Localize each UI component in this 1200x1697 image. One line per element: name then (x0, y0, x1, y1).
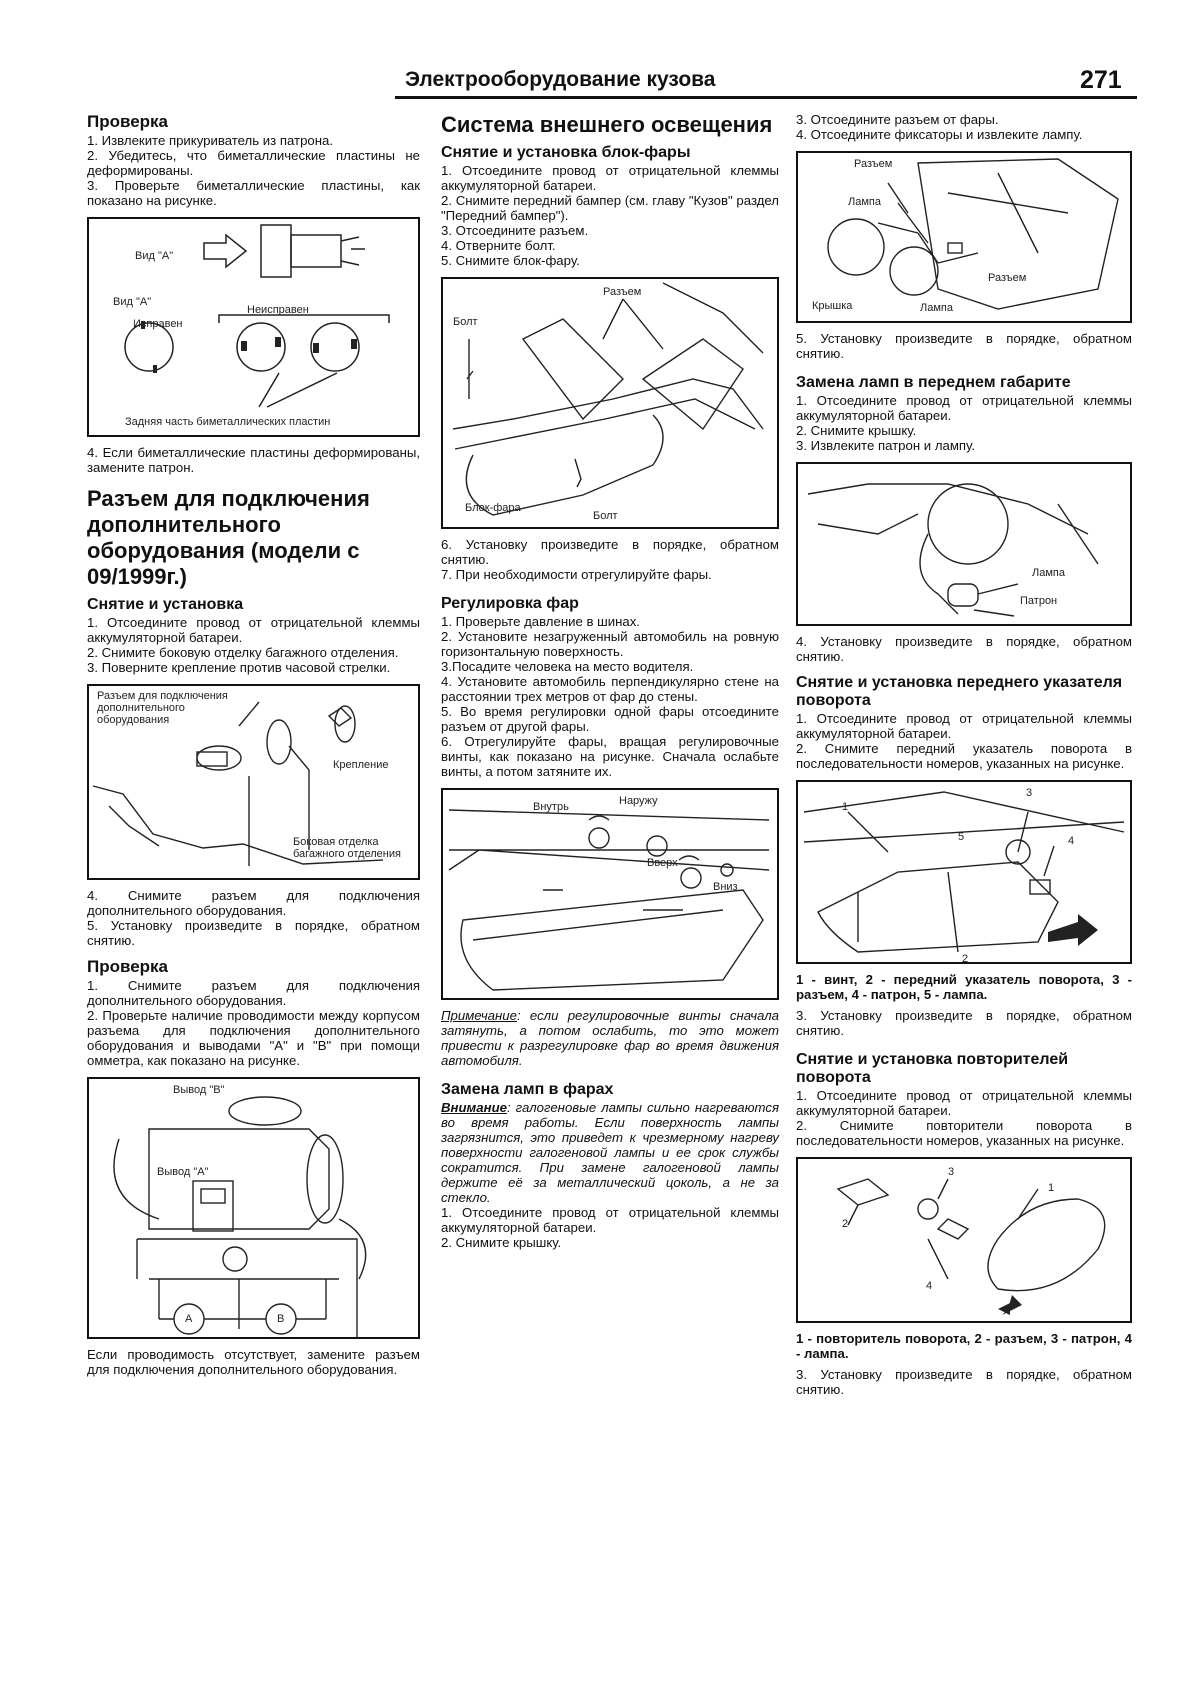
paragraph: 1. Отсоедините провод от отрицательной клеммы аккумуляторной батареи. (87, 615, 420, 645)
section-heading-headlamp-bulbs: Замена ламп в фарах (441, 1081, 614, 1098)
column-left (87, 112, 420, 1377)
figure-label: Наружу (619, 795, 658, 807)
paragraph: 1. Извлеките прикуриватель из патрона. (87, 133, 334, 148)
figure-label: Разъем (603, 286, 642, 298)
figure-label: 1 (842, 801, 849, 813)
figure-label: Вывод "А" (157, 1166, 209, 1178)
paragraph: 7. При необходимости отрегулируйте фары. (441, 567, 712, 582)
figure-label: B (277, 1313, 285, 1325)
figure-label: Лампа (1032, 567, 1065, 579)
paragraph: 5. Во время регулировки одной фары отсоедините разъем от другой фары. (441, 704, 779, 734)
section-heading-check-2: Проверка (87, 957, 169, 976)
figure-label: Вниз (713, 881, 738, 893)
paragraph: 1. Отсоедините провод от отрицательной клеммы аккумуляторной батареи. (796, 1088, 1132, 1118)
header-rule (395, 96, 1137, 99)
paragraph: 4. Установку произведите в порядке, обратном снятию. (796, 634, 1132, 664)
paragraph: 4. Снимите разъем для подключения дополнительного оборудования. (87, 888, 420, 918)
paragraph: 3.Посадите человека на место водителя. (441, 659, 694, 674)
figure-label: Разъем (854, 158, 893, 170)
paragraph: 5. Установку произведите в порядке, обратном снятию. (87, 918, 420, 948)
figure-label: A (185, 1313, 193, 1325)
paragraph: 3. Отсоедините разъем от фары. (796, 112, 999, 127)
figure-label: Вверх (647, 857, 678, 869)
figure-label: 4 (926, 1280, 933, 1292)
paragraph: 1. Отсоедините провод от отрицательной клеммы аккумуляторной батареи. (796, 393, 1132, 423)
figure-label: 2 (842, 1218, 849, 1230)
paragraph: 1. Отсоедините провод от отрицательной клеммы аккумуляторной батареи. (441, 163, 779, 193)
paragraph: 2. Снимите крышку. (796, 423, 917, 438)
paragraph: 1. Снимите разъем для подключения дополнительного оборудования. (87, 978, 420, 1008)
headlamp-bulb-illustration (798, 153, 1130, 321)
paragraph: 4. Если биметаллические пластины деформированы, замените патрон. (87, 445, 420, 475)
figure-label: 4 (1068, 835, 1075, 847)
figure-label: 3 (1026, 787, 1033, 799)
figure-label: Болт (593, 510, 618, 522)
subheading-removal: Снятие и установка (87, 596, 244, 613)
figure-label: 1 (1048, 1182, 1055, 1194)
figure-label: 3 (948, 1166, 955, 1178)
figure-caption: 1 - повторитель поворота, 2 - разъем, 3 - патрон, 4 - лампа. (796, 1331, 1132, 1361)
paragraph: 3. Установку произведите в порядке, обратном снятию. (796, 1008, 1132, 1038)
figure-label: Разъем (988, 272, 1027, 284)
paragraph: 4. Установите автомобиль перпендикулярно стене на расстоянии трех метров от фар до стены. (441, 674, 779, 704)
paragraph: 2. Снимите передний указатель поворота в последовательности номеров, указанных на рисунке. (796, 741, 1132, 771)
figure-label: Блок-фара (465, 502, 521, 514)
figure-side-repeater (796, 1157, 1132, 1323)
figure-label: Исправен (133, 318, 183, 330)
figure-accessory-connector (87, 684, 420, 880)
warning-label: Внимание (441, 1100, 507, 1115)
figure-headlamp-bulb (796, 151, 1132, 323)
paragraph: 5. Установку произведите в порядке, обратном снятию. (796, 331, 1132, 361)
figure-bimetal-plates (87, 217, 420, 437)
note-text: : если регулировочные винты сначала затянуть, а потом ослабить, то это может привести к разрегулировке фар во время движения автомобиля. (441, 1008, 779, 1068)
paragraph: 6. Отрегулируйте фары, вращая регулировочные винты, как показано на рисунке. Сначала ослабьте винты, а потом затяните их. (441, 734, 779, 779)
figure-label: Лампа (920, 302, 953, 314)
column-right (796, 112, 1132, 1397)
paragraph: 3. Проверьте биметаллические пластины, как показано на рисунке. (87, 178, 420, 208)
paragraph: 2. Снимите передний бампер (см. главу "Кузов" раздел "Передний бампер"). (441, 193, 779, 223)
figure-label: Крепление (333, 759, 389, 771)
section-heading-exterior-lighting: Система внешнего освещения (441, 112, 773, 137)
figure-label: Болт (453, 316, 478, 328)
paragraph: 4. Отверните болт. (441, 238, 556, 253)
paragraph: 3. Отсоедините разъем. (441, 223, 589, 238)
paragraph: 2. Установите незагруженный автомобиль на ровную горизонтальную поверхность. (441, 629, 779, 659)
figure-adjust-screws (441, 788, 779, 1000)
paragraph: 3. Поверните крепление против часовой стрелки. (87, 660, 391, 675)
figure-headlight-unit (441, 277, 779, 529)
paragraph: 5. Снимите блок-фару. (441, 253, 580, 268)
figure-label: Патрон (1020, 595, 1058, 607)
paragraph: 3. Извлеките патрон и лампу. (796, 438, 975, 453)
warning-text: : галогеновые лампы сильно нагреваются во время работы. Если поверхность лампы загрязнится, это приведет к чрезмерному нагреву поверхности галогеновой лампы и ее срок службы сократится. При замене галогеновой лампы держите её за металлический цоколь, а не за стекло. (441, 1100, 779, 1205)
figure-label: Разъем для подключения дополнительного оборудования (97, 690, 228, 726)
figure-label: Вывод "В" (173, 1084, 225, 1096)
paragraph: 2. Снимите крышку. (441, 1235, 562, 1250)
note (441, 1008, 779, 1068)
figure-parking-lamp (796, 462, 1132, 626)
figure-label: 2 (962, 953, 969, 965)
paragraph: 2. Убедитесь, что биметаллические пластины не деформированы. (87, 148, 420, 178)
paragraph: 1. Проверьте давление в шинах. (441, 614, 640, 629)
figure-ohmmeter-check (87, 1077, 420, 1339)
paragraph: 2. Снимите повторители поворота в последовательности номеров, указанных на рисунке. (796, 1118, 1132, 1148)
headlight-illustration (443, 279, 777, 527)
paragraph: 2. Снимите боковую отделку багажного отделения. (87, 645, 399, 660)
note-label: Примечание (441, 1008, 517, 1023)
section-heading-check: Проверка (87, 112, 169, 131)
section-heading-parking-lamp: Замена ламп в переднем габарите (796, 374, 1071, 391)
column-middle (441, 112, 779, 1250)
figure-label: Задняя часть биметаллических пластин (125, 416, 331, 428)
figure-label: Крышка (812, 300, 853, 312)
figure-label: Боковая отделка багажного отделения (293, 836, 401, 860)
side-repeater-illustration (798, 1159, 1130, 1321)
figure-caption: 1 - винт, 2 - передний указатель поворота, 3 - разъем, 4 - патрон, 5 - лампа. (796, 972, 1132, 1002)
parking-lamp-illustration (798, 464, 1130, 624)
paragraph: 1. Отсоедините провод от отрицательной клеммы аккумуляторной батареи. (441, 1205, 779, 1235)
paragraph: 2. Проверьте наличие проводимости между корпусом разъема для подключения дополнительного оборудования и выводами "А" и "В" при помощи омметра, как показано на рисунке. (87, 1008, 420, 1068)
figure-label: Лампа (848, 196, 881, 208)
figure-label: Вид "А" (135, 250, 174, 262)
section-heading-front-turn-signal: Снятие и установка переднего указателя поворота (796, 674, 1123, 709)
figure-label: Внутрь (533, 801, 569, 813)
paragraph: Если проводимость отсутствует, замените разъем для подключения дополнительного оборудования. (87, 1347, 420, 1377)
subheading-headlight-removal: Снятие и установка блок-фары (441, 144, 691, 161)
section-heading-accessory-connector: Разъем для подключения дополнительного оборудования (модели с 09/1999г.) (87, 486, 370, 589)
paragraph: 4. Отсоедините фиксаторы и извлеките лампу. (796, 127, 1083, 142)
warning (441, 1100, 779, 1205)
section-heading-headlight-aim: Регулировка фар (441, 595, 579, 612)
paragraph: 6. Установку произведите в порядке, обратном снятию. (441, 537, 779, 567)
paragraph: 3. Установку произведите в порядке, обратном снятию. (796, 1367, 1132, 1397)
figure-label: 5 (958, 831, 965, 843)
figure-label: Неисправен (247, 304, 309, 316)
ohmmeter-illustration (89, 1079, 418, 1337)
figure-front-turn-signal (796, 780, 1132, 964)
running-header-title: Электрооборудование кузова (405, 68, 716, 91)
page-number: 271 (1080, 66, 1122, 94)
figure-label: Вид "А" (113, 296, 152, 308)
paragraph: 1. Отсоедините провод от отрицательной клеммы аккумуляторной батареи. (796, 711, 1132, 741)
section-heading-side-repeater: Снятие и установка повторителей поворота (796, 1051, 1069, 1086)
